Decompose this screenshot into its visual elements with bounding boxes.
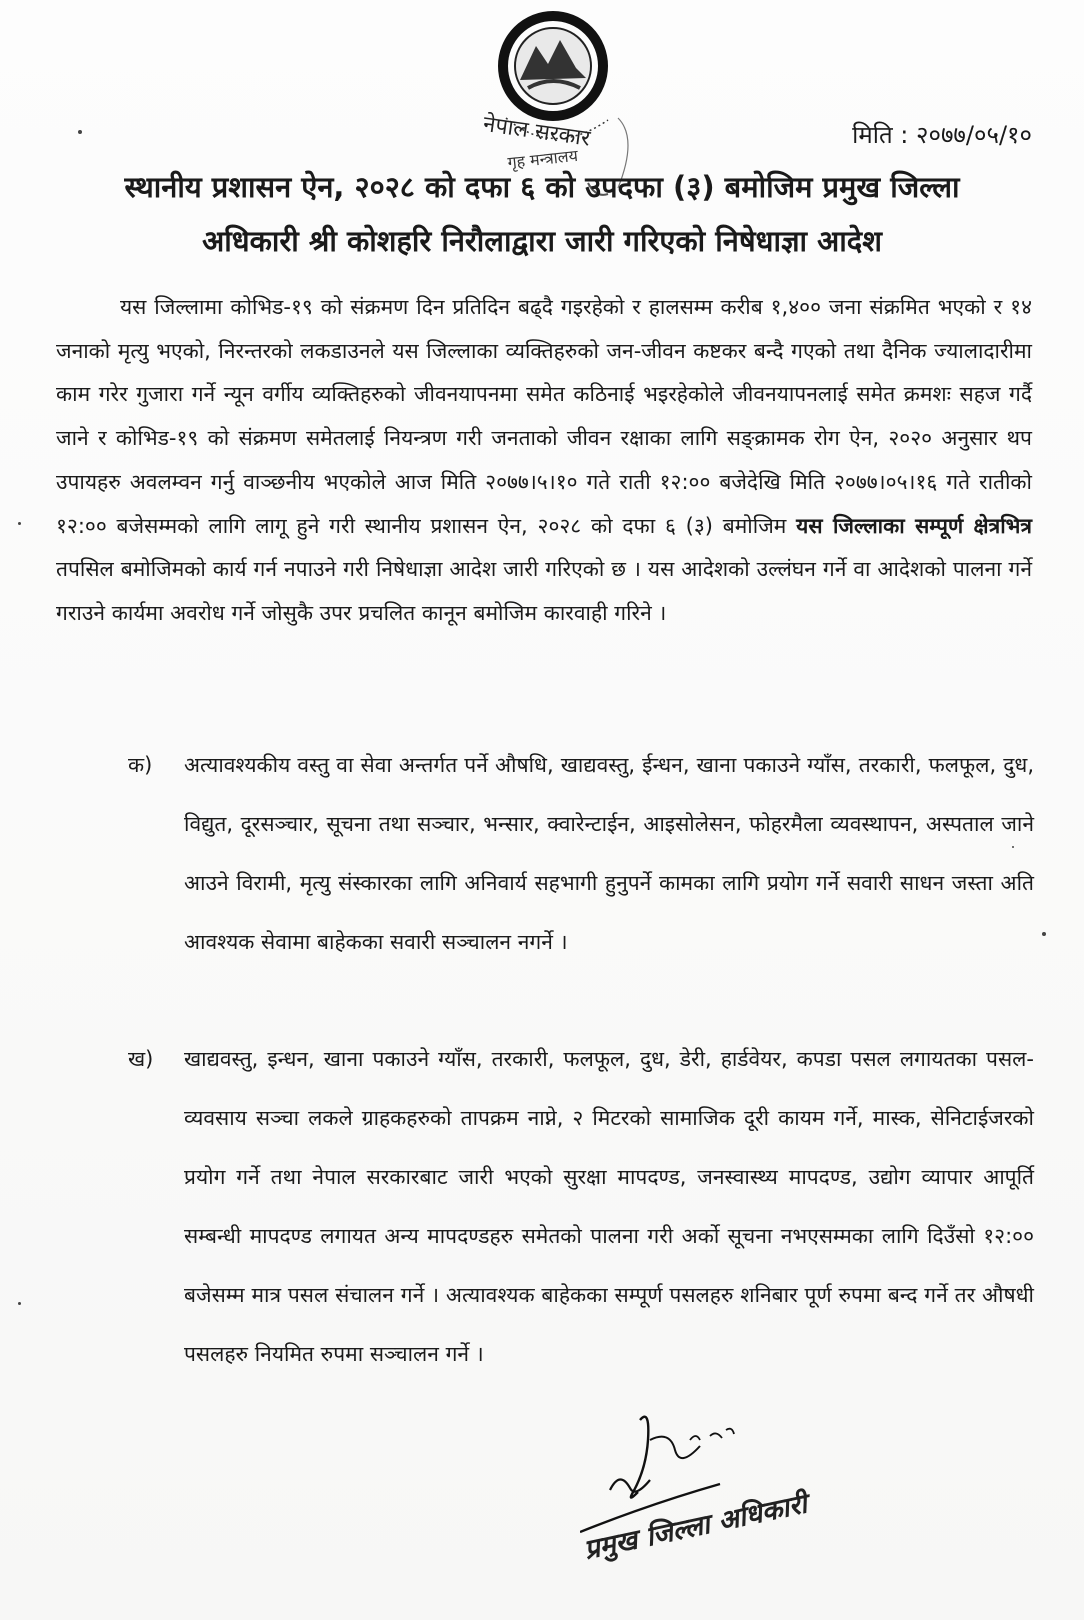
list-item (100, 736, 1034, 1026)
intro-text: यस जिल्लामा कोभिड-१९ को संक्रमण दिन प्रतिदिन बढ्दै गइरहेको र हालसम्म करीब १,४०० जना संक्रमित भएको र १४ जनाको मृत्यु भएको, निरन्तरको लकडाउनले यस जिल्लाका व्यक्तिहरुको जन-जीवन कष्टकर बन्दै गएको तथा दैनिक ज्यालादारीमा काम गरेर गुजारा गर्ने न्यून वर्गीय व्यक्तिहरुको जीवनयापनमा समेत कठिनाई भइरहेकोले जीवनयापनलाई समेत क्रमशः सहज गर्दै जाने र कोभिड-१९ को संक्रमण समेतलाई नियन्त्रण गरी जनताको जीवन रक्षाका लागि सङ्क्रामक रोग ऐन, २०२० अनुसार थप उपायहरु अवलम्वन गर्नु वाञ्छनीय भएकोले आज मिति २०७७।५।१० गते राती १२:०० बजेदेखि मिति २०७७।०५।१६ गते रातीको १२:०० बजेसम्मको लागि लागू हुने गरी स्थानीय प्रशासन ऐन, २०२८ को दफा ६ (३) बमोजिम (56, 295, 1032, 538)
seal-subtext: गृह मन्त्रालय (506, 145, 579, 173)
seal-text: नेपाल सरकार (481, 111, 592, 152)
scan-speck (18, 522, 21, 525)
item-text: अत्यावश्यकीय वस्तु वा सेवा अन्तर्गत पर्ने औषधि, खाद्यवस्तु, ईन्धन, खाना पकाउने ग्याँस, तरकारी, फलफूल, दुध, विद्युत, दूरसञ्चार, सूचना तथा सञ्चार, भन्सार, क्वारेन्टाईन, आइसोलेसन, फोहरमैला व्यवस्थापन, अस्पताल जाने आउने विरामी, मृत्यु संस्कारका लागि अनिवार्य सहभागी हुनुपर्ने कामका लागि प्रयोग गर्ने सवारी साधन जस्ता अति आवश्यक सेवामा बाहेकका सवारी सञ्चालन नगर्ने । (184, 753, 1034, 954)
intro-bold-text: यस जिल्लाका सम्पूर्ण क्षेत्रभित्र (796, 513, 1032, 538)
scan-speck (78, 130, 82, 134)
scan-speck (1012, 846, 1014, 848)
scan-speck (18, 1302, 21, 1305)
notice-title (30, 160, 1054, 268)
title-line-1: स्थानीय प्रशासन ऐन, २०२८ को दफा ६ को उपदफा (३) बमोजिम प्रमुख जिल्ला (124, 170, 960, 204)
intro-text-after: तपसिल बमोजिमको कार्य गर्न नपाउने गरी निषेधाज्ञा आदेश जारी गरिएको छ । यस आदेशको उल्लंघन गर्ने वा आदेशको पालना गर्ने गराउने कार्यमा अवरोध गर्ने जोसुकै उपर प्रचलित कानून बमोजिम कारवाही गरिने । (56, 557, 1032, 625)
scan-speck (1042, 932, 1046, 936)
issue-date: मिति : २०७७/०५/१० (852, 121, 1032, 149)
title-line-2: अधिकारी श्री कोशहरि निरौलाद्वारा जारी गरिएको निषेधाज्ञा आदेश (202, 224, 882, 258)
office-stamp: प्रमुख जिल्ला अधिकारी (581, 1488, 810, 1567)
item-marker: ख) (128, 1047, 154, 1071)
item-marker: क) (128, 753, 153, 777)
intro-paragraph (56, 286, 1032, 636)
list-item (100, 1030, 1034, 1420)
item-text: खाद्यवस्तु, इन्धन, खाना पकाउने ग्याँस, तरकारी, फलफूल, दुध, डेरी, हार्डवेयर, कपडा पसल लगायतका पसल-व्यवसाय सञ्चा लकले ग्राहकहरुको तापक्रम नाप्ने, २ मिटरको सामाजिक दूरी कायम गर्ने, मास्क, सेनिटाईजरको प्रयोग गर्ने तथा नेपाल सरकारबाट जारी भएको सुरक्षा मापदण्ड, जनस्वास्थ्य मापदण्ड, उद्योग व्यापार आपूर्ति सम्बन्धी मापदण्ड लगायत अन्य मापदण्डहरु समेतको पालना गरी अर्को सूचना नभएसम्मका लागि दिउँसो १२:०० बजेसम्म मात्र पसल संचालन गर्ने । अत्यावश्यक बाहेकका सम्पूर्ण पसलहरु शनिबार पूर्ण रुपमा बन्द गर्ने तर औषधी पसलहरु नियमित रुपमा सञ्चालन गर्ने । (184, 1047, 1034, 1366)
